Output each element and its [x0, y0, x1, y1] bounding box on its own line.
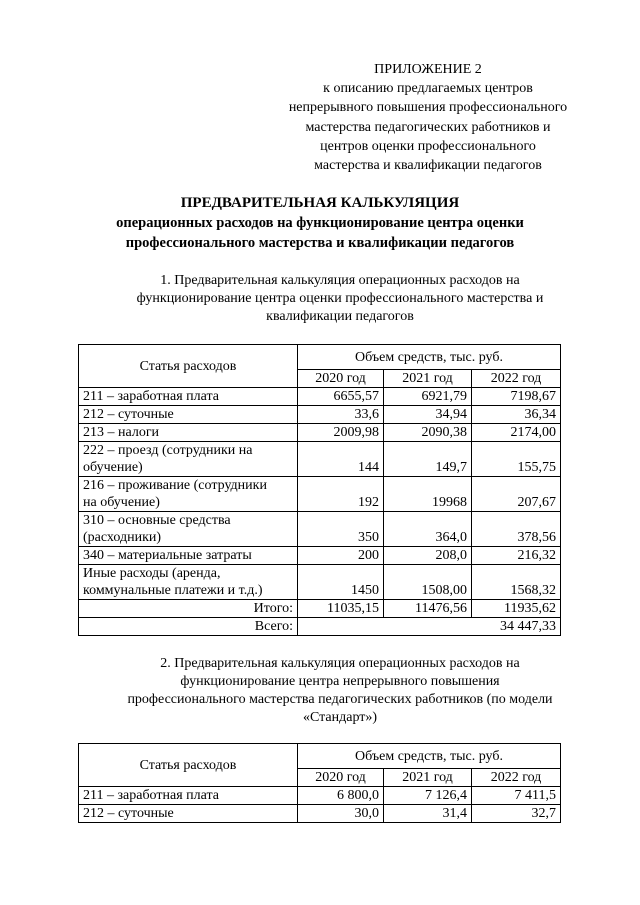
column-header-group: Объем средств, тыс. руб. — [298, 345, 561, 370]
section-1-title-line: 1. Предварительная калькуляция операционных расходов на — [160, 273, 520, 288]
row-label-line: 222 – проезд (сотрудники на — [83, 443, 253, 458]
row-label: 212 – суточные — [79, 805, 298, 823]
cell-value: 34,94 — [384, 406, 472, 424]
total-label: Итого: — [79, 600, 298, 618]
row-label — [79, 512, 298, 547]
row-label-line: на обучение) — [83, 495, 160, 510]
table-header-row — [79, 744, 561, 769]
cell-value: 7 411,5 — [472, 787, 561, 805]
row-label — [79, 442, 298, 477]
document-subtitle: операционных расходов на функционирование центра оценки — [116, 215, 524, 231]
row-label-line: (расходники) — [83, 530, 162, 545]
table-row — [79, 805, 561, 823]
year-header: 2022 год — [472, 370, 561, 388]
cell-value: 33,6 — [298, 406, 384, 424]
section-2-title-line: 2. Предварительная калькуляция операционных расходов на — [160, 656, 520, 671]
column-header-label: Статья расходов — [79, 744, 298, 787]
cell-value: 1450 — [298, 565, 384, 600]
section-1-title — [80, 272, 600, 326]
appendix-title: ПРИЛОЖЕНИЕ 2 — [374, 62, 482, 77]
section-2-title-line: функционирование центра непрерывного повышения — [180, 674, 500, 689]
table-row — [79, 442, 561, 477]
cell-value: 6921,79 — [384, 388, 472, 406]
cell-value: 32,7 — [472, 805, 561, 823]
cell-value: 7 126,4 — [384, 787, 472, 805]
total-row — [79, 600, 561, 618]
cell-value: 1568,32 — [472, 565, 561, 600]
table-row — [79, 787, 561, 805]
section-1-title-line: квалификации педагогов — [266, 309, 414, 324]
section-2-title-line: профессионального мастерства педагогических работников (по модели — [127, 692, 553, 707]
appendix-line: непрерывного повышения профессионального — [288, 100, 568, 116]
cell-value: 378,56 — [472, 512, 561, 547]
table-row — [79, 547, 561, 565]
row-label-line: обучение) — [83, 460, 143, 475]
year-header: 2021 год — [384, 370, 472, 388]
cell-value: 31,4 — [384, 805, 472, 823]
appendix-line: мастерства педагогических работников и — [305, 119, 551, 135]
cell-value: 207,67 — [472, 477, 561, 512]
row-label: 340 – материальные затраты — [79, 547, 298, 565]
table-row — [79, 406, 561, 424]
section-2-title — [80, 655, 600, 727]
row-label: 212 – суточные — [79, 406, 298, 424]
grand-total-value: 34 447,33 — [298, 618, 561, 636]
row-label-line: 310 – основные средства — [83, 513, 231, 528]
table-row — [79, 388, 561, 406]
column-header-group: Объем средств, тыс. руб. — [298, 744, 561, 769]
cell-value: 155,75 — [472, 442, 561, 477]
row-label-line: Иные расходы (аренда, — [83, 566, 221, 581]
cell-value: 7198,67 — [472, 388, 561, 406]
row-label-line: коммунальные платежи и т.д.) — [83, 583, 263, 598]
cell-value: 149,7 — [384, 442, 472, 477]
cell-value: 200 — [298, 547, 384, 565]
row-label — [79, 477, 298, 512]
year-header: 2021 год — [384, 769, 472, 787]
document-title: ПРЕДВАРИТЕЛЬНАЯ КАЛЬКУЛЯЦИЯ — [180, 195, 460, 211]
cell-value: 19968 — [384, 477, 472, 512]
column-header-label: Статья расходов — [79, 345, 298, 388]
total-value: 11035,15 — [298, 600, 384, 618]
appendix-line: центров оценки профессионального — [320, 138, 536, 154]
total-value: 11476,56 — [384, 600, 472, 618]
cell-value: 216,32 — [472, 547, 561, 565]
cell-value: 2090,38 — [384, 424, 472, 442]
row-label: 211 – заработная плата — [79, 787, 298, 805]
table-row — [79, 512, 561, 547]
year-header: 2020 год — [298, 370, 384, 388]
appendix-block — [258, 60, 598, 175]
row-label: 211 – заработная плата — [79, 388, 298, 406]
section-2-title-line: «Стандарт») — [302, 710, 378, 725]
year-header: 2020 год — [298, 769, 384, 787]
cell-value: 364,0 — [384, 512, 472, 547]
cell-value: 6 800,0 — [298, 787, 384, 805]
appendix-line: к описанию предлагаемых центров — [323, 81, 533, 97]
cost-table-2 — [78, 743, 561, 823]
table-row — [79, 477, 561, 512]
cell-value: 192 — [298, 477, 384, 512]
cell-value: 350 — [298, 512, 384, 547]
cost-table-1 — [78, 344, 561, 636]
row-label — [79, 565, 298, 600]
cell-value: 2174,00 — [472, 424, 561, 442]
row-label-line: 216 – проживание (сотрудники — [83, 478, 267, 493]
table-header-row — [79, 345, 561, 370]
cell-value: 1508,00 — [384, 565, 472, 600]
appendix-line: мастерства и квалификации педагогов — [314, 158, 542, 174]
document-subtitle: профессионального мастерства и квалификации педагогов — [125, 235, 515, 251]
cell-value: 208,0 — [384, 547, 472, 565]
year-header: 2022 год — [472, 769, 561, 787]
total-value: 11935,62 — [472, 600, 561, 618]
table-row — [79, 565, 561, 600]
document-heading — [0, 193, 640, 253]
section-1-title-line: функционирование центра оценки профессионального мастерства и — [136, 291, 544, 306]
cell-value: 30,0 — [298, 805, 384, 823]
cell-value: 2009,98 — [298, 424, 384, 442]
row-label: 213 – налоги — [79, 424, 298, 442]
grand-total-label: Всего: — [79, 618, 298, 636]
cell-value: 36,34 — [472, 406, 561, 424]
cell-value: 6655,57 — [298, 388, 384, 406]
cell-value: 144 — [298, 442, 384, 477]
grand-total-row — [79, 618, 561, 636]
table-row — [79, 424, 561, 442]
